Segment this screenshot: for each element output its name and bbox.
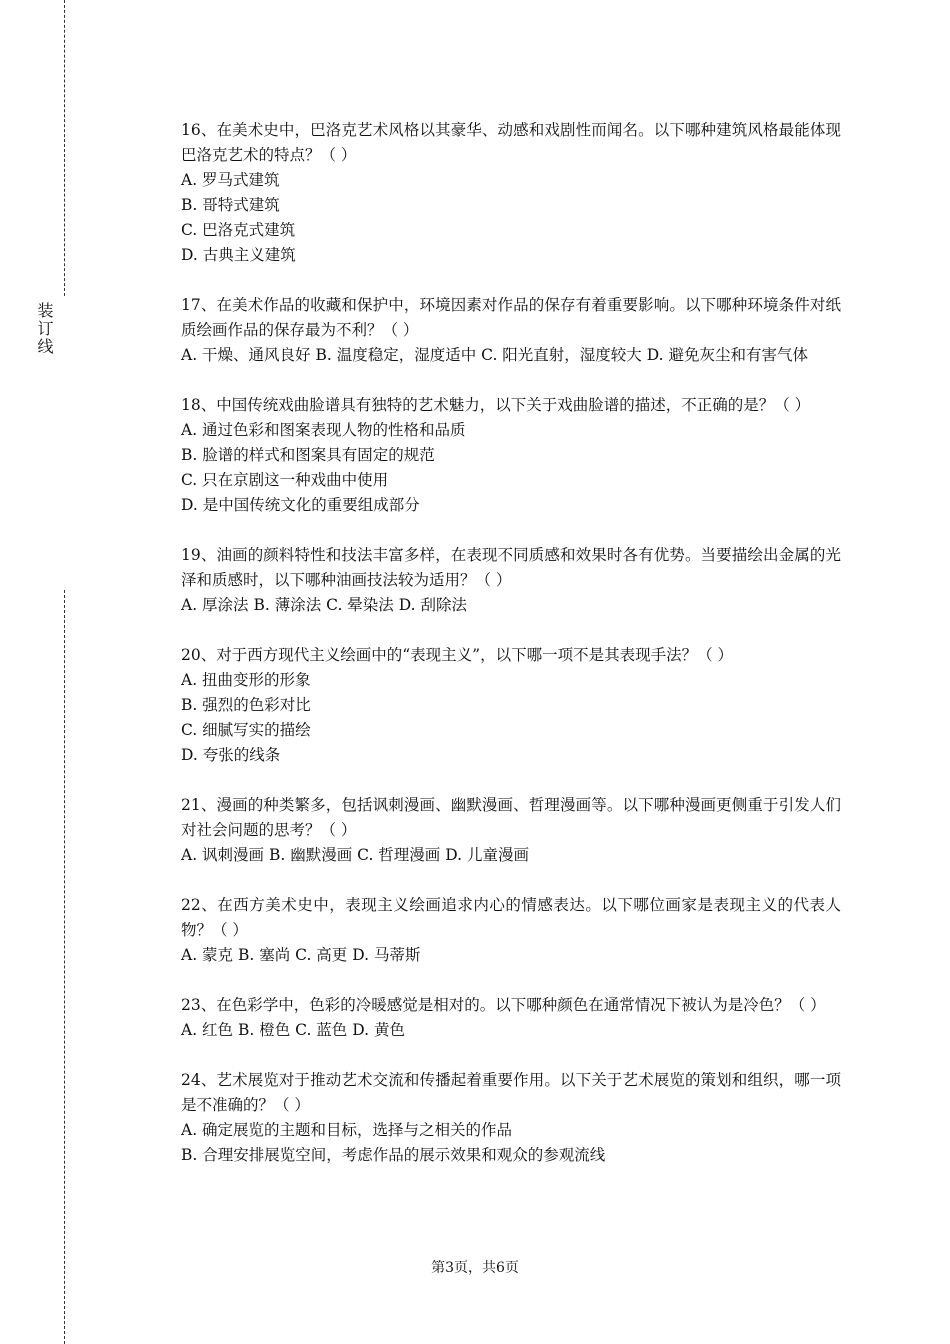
question-stem: 19、油画的颜料特性和技法丰富多样，在表现不同质感和效果时各有优势。当要描绘出金属的光泽和质感时，以下哪种油画技法较为适用？（ ） [181, 546, 841, 589]
question-stem: 24、艺术展览对于推动艺术交流和传播起着重要作用。以下关于艺术展览的策划和组织，哪一项是不准确的？（ ） [181, 1071, 841, 1114]
option-line: C. 细腻写实的描绘 [181, 721, 311, 739]
option-line: D. 是中国传统文化的重要组成部分 [181, 496, 420, 514]
question-stem: 21、漫画的种类繁多，包括讽刺漫画、幽默漫画、哲理漫画等。以下哪种漫画更侧重于引发人们对社会问题的思考？（ ） [181, 796, 841, 839]
option-line: A. 蒙克 B. 塞尚 C. 高更 D. 马蒂斯 [181, 946, 421, 964]
question-21 [181, 793, 841, 868]
binding-line-bottom [64, 590, 65, 1344]
question-20 [181, 643, 841, 768]
question-stem: 16、在美术史中，巴洛克艺术风格以其豪华、动感和戏剧性而闻名。以下哪种建筑风格最能体现巴洛克艺术的特点？（ ） [181, 121, 841, 164]
binding-line-top [64, 0, 65, 296]
question-stem: 22、在西方美术史中，表现主义绘画追求内心的情感表达。以下哪位画家是表现主义的代表人物？（ ） [181, 896, 841, 939]
option-line: D. 古典主义建筑 [181, 246, 296, 264]
question-stem: 23、在色彩学中，色彩的冷暖感觉是相对的。以下哪种颜色在通常情况下被认为是冷色？（ ） [181, 996, 826, 1014]
question-18 [181, 393, 841, 518]
question-22 [181, 893, 841, 968]
option-line: A. 讽刺漫画 B. 幽默漫画 C. 哲理漫画 D. 儿童漫画 [181, 846, 529, 864]
question-23 [181, 993, 841, 1043]
option-line: B. 强烈的色彩对比 [181, 696, 311, 714]
question-16 [181, 118, 841, 268]
question-stem: 18、中国传统戏曲脸谱具有独特的艺术魅力，以下关于戏曲脸谱的描述，不正确的是？（ ） [181, 396, 811, 414]
option-line: B. 脸谱的样式和图案具有固定的规范 [181, 446, 435, 464]
question-stem: 20、对于西方现代主义绘画中的“表现主义”，以下哪一项不是其表现手法？（ ） [181, 646, 734, 664]
option-line: A. 罗马式建筑 [181, 171, 280, 189]
binding-label: 装订线 [35, 302, 54, 356]
question-24 [181, 1068, 841, 1168]
option-line: C. 只在京剧这一种戏曲中使用 [181, 471, 389, 489]
option-line: A. 厚涂法 B. 薄涂法 C. 晕染法 D. 刮除法 [181, 596, 467, 614]
option-line: B. 合理安排展览空间，考虑作品的展示效果和观众的参观流线 [181, 1146, 606, 1164]
question-19 [181, 543, 841, 618]
page-number: 第3页，共6页 [431, 1260, 519, 1276]
option-line: A. 红色 B. 橙色 C. 蓝色 D. 黄色 [181, 1021, 405, 1039]
question-list [181, 118, 841, 1193]
option-line: D. 夸张的线条 [181, 746, 281, 764]
question-stem: 17、在美术作品的收藏和保护中，环境因素对作品的保存有着重要影响。以下哪种环境条件对纸质绘画作品的保存最为不利？（ ） [181, 296, 841, 339]
option-line: C. 巴洛克式建筑 [181, 221, 296, 239]
option-line: A. 干燥、通风良好 B. 温度稳定，湿度适中 C. 阳光直射，湿度较大 D. 避免灰尘和有害气体 [181, 346, 808, 364]
option-line: A. 通过色彩和图案表现人物的性格和品质 [181, 421, 466, 439]
option-line: A. 扭曲变形的形象 [181, 671, 311, 689]
option-line: B. 哥特式建筑 [181, 196, 280, 214]
question-17 [181, 293, 841, 368]
option-line: A. 确定展览的主题和目标，选择与之相关的作品 [181, 1121, 513, 1139]
